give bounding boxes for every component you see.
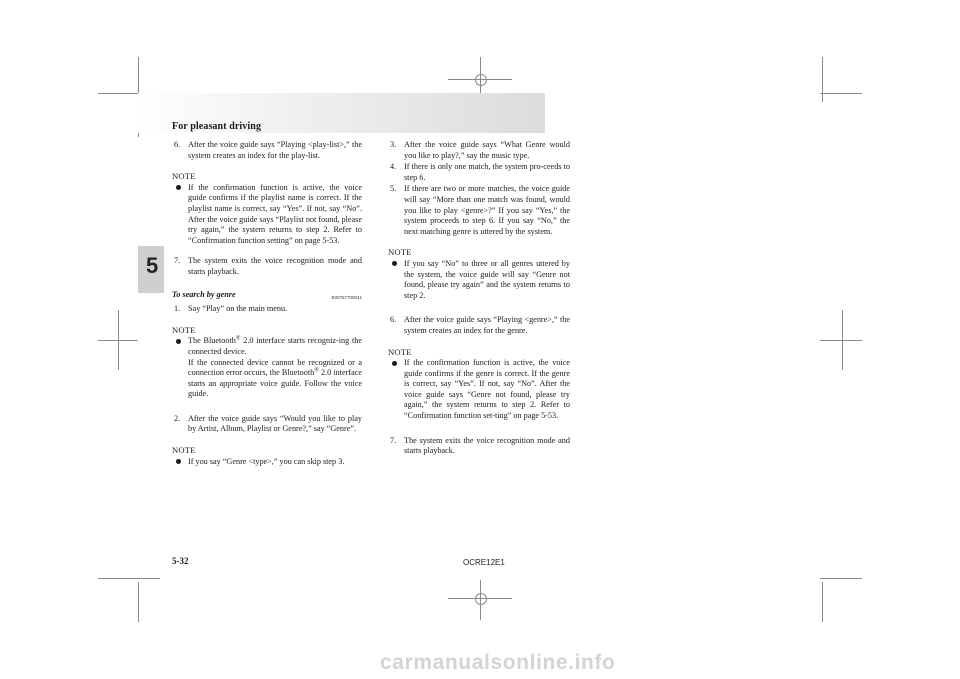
page-number: 5-32 [172,556,189,566]
note-bullet [388,259,570,301]
registration-circle [475,74,487,86]
note-text-part: The Bluetooth [188,336,236,346]
watermark: carmanualsonline.info [380,651,616,674]
crop-mark [820,93,862,94]
crop-mark [820,578,862,579]
crop-mark [98,578,160,579]
crop-mark [822,57,823,102]
registration-circle [475,593,487,605]
bullet-icon [176,339,181,344]
step-number: 4. [390,162,397,172]
step-item [388,184,570,237]
step-number: 3. [390,140,397,149]
step-text: The system exits the voice recognition mode and starts playback. [404,435,570,456]
step-number: 1. [174,304,181,314]
step-number: 2. [174,413,181,423]
step-item [172,304,362,315]
note-text: If you say “Genre <type>,” you can skip step 3. [188,456,345,466]
crop-mark [118,310,119,370]
bullet-icon [392,361,397,366]
note-text: If the confirmation function is active, the voice guide confirms if the genre is correct. If the genre is correct, say “Yes”. If not, say “No”. After the voice guide says “Genre not found, please try again,” the system returns to step 2. Refer to “Confirmation function set-ting” on page 5-53. [404,358,570,421]
bullet-icon [176,459,181,464]
note-text-part: 2.0 interface starts an appropriate voice guide. Follow the voice guide. [188,368,362,399]
note-heading: NOTE [172,445,196,456]
note-bullet [388,358,570,422]
crop-mark [822,582,823,622]
note-bullet [172,183,362,247]
step-number: 7. [390,435,397,445]
step-number: 5. [390,184,397,194]
page-section-title: For pleasant driving [172,121,262,132]
step-number: 7. [174,256,181,266]
step-text: After the voice guide says “Playing <genre>,” the system creates an index for the genre. [404,315,570,335]
bullet-icon [176,185,181,190]
note-text-part: If the connected device cannot be recognized or a connection error occurs, the Bluetooth [188,357,362,378]
section-subheading [172,290,362,301]
note-text-part: 2.0 interface starts recogniz-ing the connected device. [188,336,362,356]
step-item [388,436,570,457]
note-bullet [172,336,362,400]
subheading-title: To search by genre [172,289,236,299]
note-bullet [172,457,362,468]
registered-mark: ® [235,335,241,342]
step-item [172,414,362,435]
crop-mark [820,340,862,341]
crop-mark [138,582,139,622]
step-item [172,140,362,161]
note-heading: NOTE [388,346,412,357]
note-heading: NOTE [388,247,412,258]
step-number: 6. [174,140,181,149]
step-text: The system exits the voice recognition mode and starts playback. [188,256,362,276]
note-text: If you say “No” to three or all genres uttered by the system, the voice guide will say “Genre not found, please try again” and the system returns to step 2. [404,258,570,300]
step-text: Say “Play” on the main menu. [188,304,288,314]
step-item [172,256,362,277]
step-item [388,162,570,183]
bullet-icon [392,261,397,266]
left-column [172,136,362,467]
note-heading: NOTE [172,324,196,335]
document-code: OCRE12E1 [463,558,505,567]
crop-mark [842,310,843,370]
right-column [388,136,570,457]
step-text: After the voice guide says “Playing <play-list>,” the system creates an index for the play-list. [188,140,362,160]
note-text: If the confirmation function is active, the voice guide confirms if the playlist name is correct. If the playlist name is correct, say “Yes”. If not, say “No”. After the voice guide says “Playlist not found, please try again,” the system returns to step 2. Refer to “Confirmation function setting” on page 5-53. [188,182,362,245]
step-text: If there is only one match, the system pro-ceeds to step 6. [404,162,570,182]
step-item [388,315,570,336]
note-heading: NOTE [172,171,196,182]
step-number: 6. [390,315,397,325]
step-text: After the voice guide says “Would you like to play by Artist, Album, Playlist or Genre?,” say “Genre”. [188,413,362,434]
chapter-number: 5 [146,253,159,278]
step-item [388,140,570,161]
registered-mark: ® [314,367,319,374]
step-text: After the voice guide says “What Genre would you like to play?,” say the music type. [404,140,570,160]
step-text: If there are two or more matches, the voice guide will say “More than one match was found, would you like to play <genre>?” If you say “Yes,” the system proceeds to step 6. If you say “No,” the next matching genre is uttered by the system. [404,184,570,236]
subheading-code: E00757700041 [331,294,362,300]
